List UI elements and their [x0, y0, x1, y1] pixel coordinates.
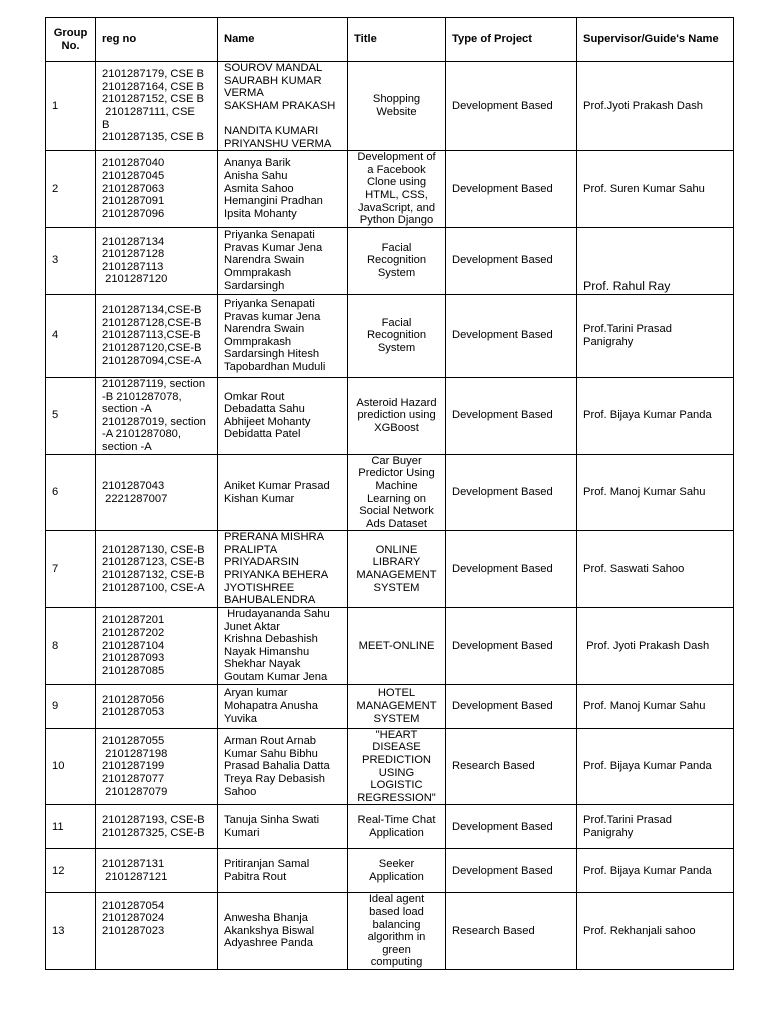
cell-line: 2101287079: [102, 785, 168, 798]
cell-line: PRERANA MISHRA: [224, 531, 325, 544]
project-title-cell: [348, 805, 446, 849]
cell-line: 2101287096: [102, 207, 165, 220]
project-type-cell: Development Based: [446, 227, 577, 294]
cell-line: MANAGEMENT: [356, 700, 437, 713]
cell-line: PRIYADARSIN: [224, 556, 300, 569]
cell-line: JYOTISHREE: [224, 581, 295, 594]
cell-line: Facial: [381, 241, 412, 254]
project-type-cell: Development Based: [446, 805, 577, 849]
project-type-cell: Development Based: [446, 294, 577, 377]
project-type-cell: Development Based: [446, 151, 577, 228]
cell-line: 2101287111, CSE: [102, 106, 195, 119]
cell-line: Tanuja Sinha Swati: [224, 814, 320, 827]
cell-line: 2101287193, CSE-B: [102, 814, 205, 827]
cell-line: Krishna Debashish: [224, 633, 318, 646]
supervisor-cell: [577, 294, 734, 377]
cell-line: "HEART: [375, 728, 418, 741]
cell-line: 2101287119, section: [102, 377, 206, 390]
reg-no-cell: [96, 728, 218, 805]
table-row: [46, 728, 734, 805]
group-number-cell: 10: [46, 728, 96, 805]
supervisor-cell: [577, 151, 734, 228]
cell-line: Aniket Kumar Prasad: [224, 479, 330, 492]
group-number-cell: 3: [46, 227, 96, 294]
cell-line: 2101287120,CSE-B: [102, 342, 202, 355]
cell-line: Anwesha Bhanja: [224, 912, 308, 925]
cell-line: based load: [369, 906, 424, 918]
table-row: [46, 607, 734, 684]
cell-line: Prof. Manoj Kumar Sahu: [583, 486, 706, 499]
cell-line: VERMA: [224, 87, 264, 100]
table-row: [46, 893, 734, 970]
cell-line: Car Buyer: [371, 454, 422, 467]
cell-line: 2101287100, CSE-A: [102, 581, 205, 594]
table-row: [46, 377, 734, 454]
cell-line: Pravas kumar Jena: [224, 310, 321, 323]
cell-line: 2101287121: [102, 870, 168, 883]
cell-line: algorithm in: [367, 931, 426, 944]
reg-no-cell: [96, 454, 218, 531]
cell-line: Seeker: [378, 858, 415, 871]
supervisor-cell: [577, 805, 734, 849]
cell-line: PREDICTION: [362, 754, 431, 767]
cell-line: Aryan kumar: [224, 687, 288, 700]
project-type-cell: Research Based: [446, 728, 577, 805]
project-type-cell: Research Based: [446, 893, 577, 970]
header-row: [46, 18, 734, 62]
cell-line: 2101287152, CSE B: [102, 93, 205, 106]
cell-line: Tapobardhan Muduli: [224, 360, 326, 373]
cell-line: Kishan Kumar: [224, 492, 295, 505]
cell-line: Adyashree Panda: [224, 937, 313, 950]
cell-line: Pravas Kumar Jena: [224, 241, 323, 254]
supervisor-cell: [577, 728, 734, 805]
cell-line: SYSTEM: [373, 712, 420, 725]
reg-no-cell: [96, 805, 218, 849]
cell-line: Ideal agent: [368, 893, 425, 906]
header-title: Title: [348, 18, 446, 62]
reg-no-cell: [96, 893, 218, 970]
cell-line: NANDITA KUMARI: [224, 124, 319, 137]
header-type-of-project: Type of Project: [446, 18, 577, 62]
group-number-cell: 12: [46, 849, 96, 893]
member-names-cell: [218, 62, 348, 151]
member-names-cell: [218, 151, 348, 228]
cell-line: 2101287094,CSE-A: [102, 354, 202, 367]
cell-line: XGBoost: [374, 422, 419, 435]
table-body: [46, 62, 734, 970]
cell-line: 2101287128,CSE-B: [102, 316, 202, 329]
cell-line: green: [382, 943, 411, 956]
cell-line: 2101287040: [102, 157, 165, 170]
cell-line: Arman Rout Arnab: [224, 735, 317, 748]
cell-line: Application: [369, 870, 424, 883]
reg-no-cell: [96, 531, 218, 608]
cell-line: PRALIPTA: [224, 543, 278, 556]
cell-line: Prof.Tarini Prasad: [583, 323, 672, 336]
supervisor-cell: [577, 607, 734, 684]
header-group-no: Group No.: [46, 18, 96, 62]
cell-line: Pabitra Rout: [224, 870, 287, 883]
project-title-cell: [348, 377, 446, 454]
reg-no-cell: [96, 377, 218, 454]
cell-line: 2101287077: [102, 772, 165, 785]
cell-line: 2101287128: [102, 248, 165, 261]
reg-no-cell: [96, 62, 218, 151]
table-row: [46, 227, 734, 294]
cell-line: SOUROV MANDAL: [224, 62, 323, 74]
cell-line: 2101287120: [102, 273, 168, 286]
table-row: [46, 62, 734, 151]
group-number-cell: 6: [46, 454, 96, 531]
cell-line: Social Network: [359, 505, 434, 518]
cell-line: 2101287043: [102, 479, 165, 492]
cell-line: System: [377, 267, 416, 280]
project-type-cell: Development Based: [446, 377, 577, 454]
supervisor-cell: [577, 454, 734, 531]
table-row: [46, 151, 734, 228]
group-number-cell: 4: [46, 294, 96, 377]
cell-line: Prof. Rekhanjali sahoo: [583, 924, 696, 937]
cell-line: Yuvika: [224, 712, 257, 725]
group-number-cell: 8: [46, 607, 96, 684]
header-name: Name: [218, 18, 348, 62]
cell-line: 2101287164, CSE B: [102, 80, 205, 93]
cell-line: Development of: [357, 151, 436, 164]
cell-line: Hrudayananda Sahu: [224, 608, 330, 621]
reg-no-cell: [96, 151, 218, 228]
cell-line: section -A: [102, 440, 152, 453]
cell-line: USING: [378, 766, 415, 779]
cell-line: Omkar Rout: [224, 390, 285, 403]
cell-line: Abhijeet Mohanty: [224, 415, 311, 428]
supervisor-cell: [577, 893, 734, 970]
cell-line: 2221287007: [102, 492, 168, 505]
cell-line: 2101287201: [102, 614, 165, 627]
cell-line: Prof. Jyoti Prakash Dash: [583, 639, 710, 652]
supervisor-cell: [577, 377, 734, 454]
cell-line: Akankshya Biswal: [224, 924, 315, 937]
group-number-cell: 2: [46, 151, 96, 228]
cell-line: JavaScript, and: [357, 201, 436, 214]
project-title-cell: [348, 531, 446, 608]
cell-line: B: [102, 118, 110, 131]
cell-line: Prof. Bijaya Kumar Panda: [583, 409, 712, 422]
cell-line: Kumari: [224, 826, 260, 839]
reg-no-cell: [96, 607, 218, 684]
cell-line: Treya Ray Debasish: [224, 772, 325, 785]
member-names-cell: [218, 454, 348, 531]
project-title-cell: [348, 849, 446, 893]
cell-line: BAHUBALENDRA: [224, 594, 316, 607]
cell-line: MEET-ONLINE: [358, 639, 435, 652]
cell-line: Website: [376, 106, 417, 119]
table-row: [46, 454, 734, 531]
reg-no-cell: [96, 227, 218, 294]
cell-line: Prof. Suren Kumar Sahu: [583, 182, 705, 195]
cell-line: Recognition: [366, 254, 427, 267]
cell-line: Sahoo: [224, 785, 257, 798]
cell-line: Debidatta Patel: [224, 428, 301, 441]
project-title-cell: [348, 684, 446, 728]
project-title-cell: [348, 728, 446, 805]
cell-line: Prof.Jyoti Prakash Dash: [583, 99, 704, 112]
member-names-cell: [218, 377, 348, 454]
cell-line: 2101287056: [102, 693, 165, 706]
cell-line: 2101287024: [102, 912, 165, 925]
cell-line: Python Django: [359, 214, 434, 227]
cell-line: SAKSHAM PRAKASH: [224, 99, 336, 112]
cell-line: Asteroid Hazard: [356, 396, 437, 409]
reg-no-cell: [96, 849, 218, 893]
cell-line: 2101287134,CSE-B: [102, 304, 202, 317]
table-row: [46, 849, 734, 893]
table-row: [46, 684, 734, 728]
table-row: [46, 531, 734, 608]
cell-line: a Facebook: [367, 163, 426, 176]
cell-line: Sardarsingh: [224, 279, 285, 292]
cell-line: Ananya Barik: [224, 157, 291, 170]
member-names-cell: [218, 294, 348, 377]
cell-line: Prof. Rahul Ray: [583, 279, 671, 294]
cell-line: MANAGEMENT: [356, 569, 437, 582]
member-names-cell: [218, 728, 348, 805]
supervisor-cell: [577, 849, 734, 893]
cell-line: Shopping: [372, 93, 421, 106]
cell-line: Prasad Bahalia Datta: [224, 760, 330, 773]
cell-line: LOGISTIC: [370, 779, 423, 792]
cell-line: 2101287131: [102, 858, 165, 871]
cell-line: Prof. Saswati Sahoo: [583, 562, 685, 575]
cell-line: computing: [370, 956, 423, 969]
cell-line: Priyanka Senapati: [224, 297, 315, 310]
project-type-cell: Development Based: [446, 684, 577, 728]
cell-line: 2101287135, CSE B: [102, 131, 205, 144]
cell-line: REGRESSION": [357, 791, 436, 804]
cell-line: Panigrahy: [583, 826, 634, 839]
cell-line: 2101287091: [102, 195, 165, 208]
cell-line: 2101287123, CSE-B: [102, 556, 205, 569]
cell-line: section -A: [102, 403, 152, 416]
cell-line: 2101287053: [102, 706, 165, 719]
project-title-cell: [348, 454, 446, 531]
project-title-cell: [348, 893, 446, 970]
group-number-cell: 1: [46, 62, 96, 151]
cell-line: Facial: [381, 316, 412, 329]
cell-line: Narendra Swain: [224, 323, 305, 336]
cell-line: Goutam Kumar Jena: [224, 671, 328, 684]
cell-line: Ipsita Mohanty: [224, 207, 297, 220]
cell-line: Pritiranjan Samal: [224, 858, 310, 871]
cell-line: HTML, CSS,: [365, 188, 428, 201]
cell-line: Junet Aktar: [224, 620, 280, 633]
member-names-cell: [218, 531, 348, 608]
supervisor-cell: [577, 684, 734, 728]
cell-line: 2101287113: [102, 260, 164, 273]
cell-line: Prof. Manoj Kumar Sahu: [583, 700, 706, 713]
member-names-cell: [218, 227, 348, 294]
project-type-cell: Development Based: [446, 849, 577, 893]
cell-line: Recognition: [366, 329, 427, 342]
project-type-cell: Development Based: [446, 454, 577, 531]
cell-line: Shekhar Nayak: [224, 658, 301, 671]
table-row: [46, 294, 734, 377]
project-type-cell: Development Based: [446, 62, 577, 151]
member-names-cell: [218, 805, 348, 849]
project-title-cell: [348, 227, 446, 294]
cell-line: Prof. Bijaya Kumar Panda: [583, 864, 712, 877]
cell-line: Hemangini Pradhan: [224, 195, 323, 208]
group-number-cell: 7: [46, 531, 96, 608]
member-names-cell: [218, 607, 348, 684]
cell-line: LIBRARY: [372, 556, 421, 569]
cell-line: SAURABH KUMAR: [224, 74, 322, 87]
cell-line: [102, 950, 217, 963]
group-number-cell: 13: [46, 893, 96, 970]
cell-line: Ommprakash: [224, 267, 292, 280]
cell-line: DISEASE: [372, 741, 421, 754]
member-names-cell: [218, 684, 348, 728]
cell-line: PRIYANKA BEHERA: [224, 569, 329, 582]
cell-line: 2101287179, CSE B: [102, 68, 205, 81]
cell-line: Asmita Sahoo: [224, 182, 294, 195]
cell-line: Panigrahy: [583, 335, 634, 348]
cell-line: Sardarsingh Hitesh: [224, 348, 320, 361]
cell-line: HOTEL: [377, 687, 416, 700]
cell-line: 2101287134: [102, 235, 165, 248]
cell-line: Narendra Swain: [224, 254, 305, 267]
cell-line: Prof.Tarini Prasad: [583, 814, 672, 827]
cell-line: SYSTEM: [373, 581, 420, 594]
cell-line: 2101287132, CSE-B: [102, 569, 205, 582]
cell-line: Ads Dataset: [366, 517, 427, 530]
reg-no-cell: [96, 294, 218, 377]
cell-line: Learning on: [366, 492, 427, 505]
cell-line: -B 2101287078,: [102, 390, 182, 403]
cell-line: Kumar Sahu Bibhu: [224, 747, 318, 760]
cell-line: 2101287063: [102, 182, 165, 195]
group-number-cell: 9: [46, 684, 96, 728]
cell-line: [102, 937, 217, 950]
project-groups-table: [45, 17, 734, 970]
cell-line: Anisha Sahu: [224, 170, 288, 183]
cell-line: -A 2101287080,: [102, 428, 182, 441]
cell-line: Predictor Using: [358, 467, 435, 480]
cell-line: 2101287023: [102, 924, 165, 937]
cell-line: Nayak Himanshu: [224, 645, 310, 658]
member-names-cell: [218, 893, 348, 970]
cell-line: ONLINE: [375, 543, 418, 556]
reg-no-cell: [96, 684, 218, 728]
supervisor-cell: [577, 227, 734, 294]
header-supervisor-guide-name: Supervisor/Guide's Name: [577, 18, 734, 62]
cell-line: 2101287085: [102, 664, 165, 677]
cell-line: Machine: [375, 479, 418, 492]
cell-line: 2101287104: [102, 639, 165, 652]
group-number-cell: 11: [46, 805, 96, 849]
project-title-cell: [348, 62, 446, 151]
cell-line: Ommprakash: [224, 335, 292, 348]
cell-line: PRIYANSHU VERMA: [224, 137, 332, 150]
group-number-cell: 5: [46, 377, 96, 454]
project-title-cell: [348, 151, 446, 228]
cell-line: Prof. Bijaya Kumar Panda: [583, 760, 712, 773]
cell-line: Mohapatra Anusha: [224, 700, 318, 713]
cell-line: Clone using: [366, 176, 427, 189]
cell-line: prediction using: [357, 409, 436, 422]
cell-line: 2101287055: [102, 735, 165, 748]
cell-line: System: [377, 342, 416, 355]
cell-line: 2101287093: [102, 652, 165, 665]
project-title-cell: [348, 294, 446, 377]
cell-line: balancing: [372, 918, 421, 931]
supervisor-cell: [577, 62, 734, 151]
table-row: [46, 805, 734, 849]
project-title-cell: [348, 607, 446, 684]
cell-line: 2101287045: [102, 170, 165, 183]
cell-line: Real-Time Chat: [357, 814, 436, 827]
project-type-cell: Development Based: [446, 531, 577, 608]
cell-line: 2101287019, section: [102, 415, 206, 428]
cell-line: 2101287130, CSE-B: [102, 543, 205, 556]
cell-line: Priyanka Senapati: [224, 229, 315, 242]
header-reg-no: reg no: [96, 18, 218, 62]
cell-line: 2101287054: [102, 899, 165, 912]
cell-line: Debadatta Sahu: [224, 403, 305, 416]
cell-line: 2101287202: [102, 626, 165, 639]
cell-line: 2101287198: [102, 747, 168, 760]
cell-line: 2101287113,CSE-B: [102, 329, 201, 342]
cell-line: 2101287325, CSE-B: [102, 826, 205, 839]
member-names-cell: [218, 849, 348, 893]
cell-line: 2101287199: [102, 760, 165, 773]
cell-line: Application: [369, 826, 424, 839]
cell-line: [224, 112, 347, 125]
project-type-cell: Development Based: [446, 607, 577, 684]
supervisor-cell: [577, 531, 734, 608]
